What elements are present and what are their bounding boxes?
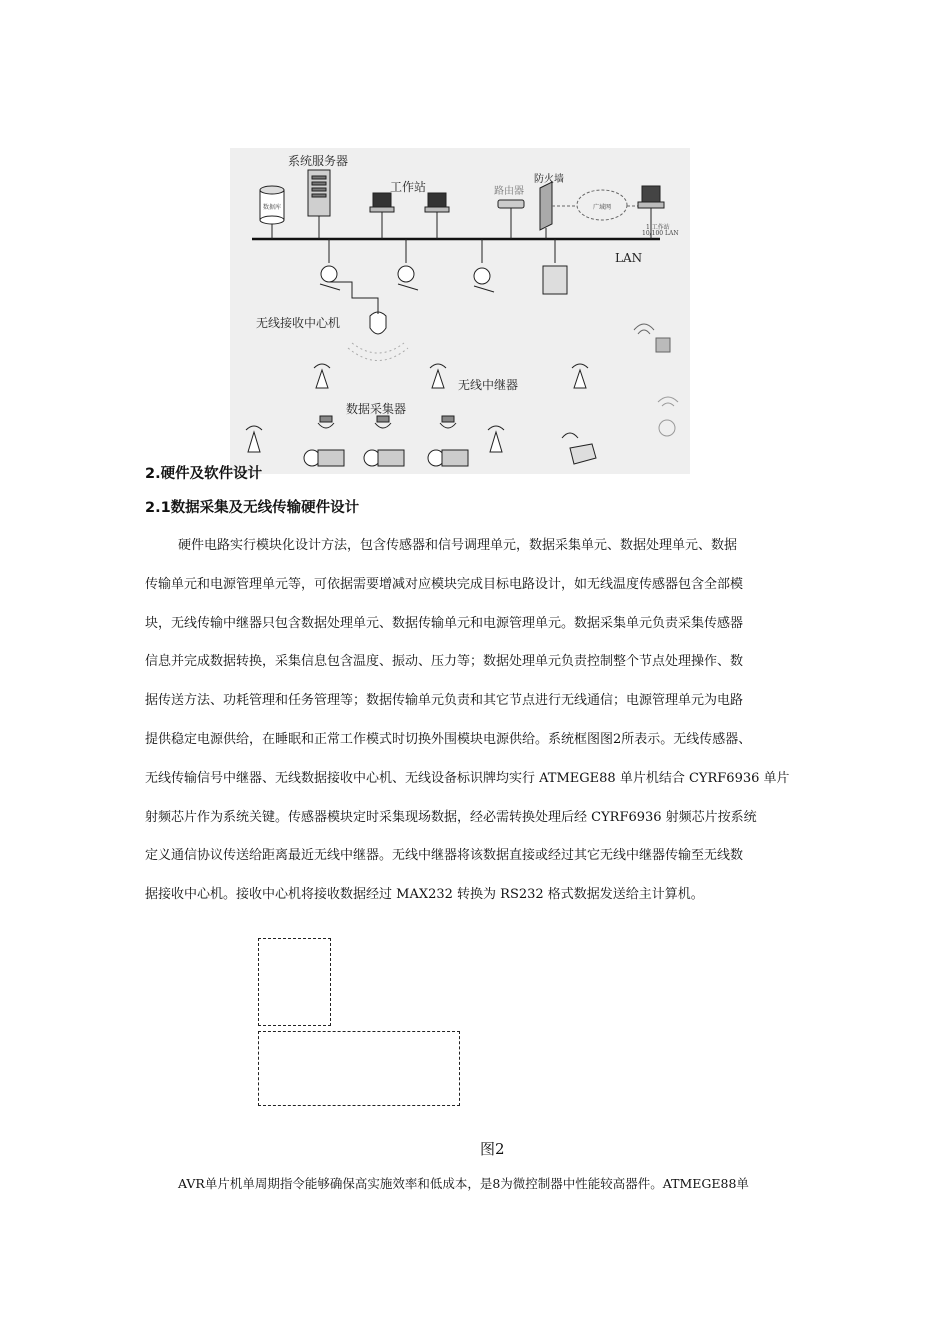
- receiver-label: 无线接收中心机: [256, 316, 341, 330]
- central-receiver-icon: [370, 303, 386, 334]
- figure2-caption: 图2: [480, 1140, 505, 1158]
- server-label: 系统服务器: [288, 154, 349, 168]
- repeater-antenna-4: [246, 426, 262, 452]
- firewall-icon: [540, 182, 552, 239]
- paragraph-line: 传输单元和电源管理单元等，可依据需要增减对应模块完成目标电路设计，如无线温度传感器包含全部模: [145, 576, 744, 592]
- workstation-label: 工作站: [390, 180, 427, 194]
- paragraph-line: 射频芯片作为系统关键。传感器模块定时采集现场数据，经必需转换处理后经 CYRF6936 射频芯片按系统: [145, 809, 757, 825]
- remote-lan-label: 10/100 LAN: [642, 230, 679, 237]
- section-2-heading: 2.硬件及软件设计: [145, 466, 263, 482]
- lan-receiver-2: [398, 239, 418, 290]
- database-label: 数据库: [263, 204, 282, 211]
- repeater-antenna-1: [314, 364, 330, 388]
- figure2-dashed-box-large: [258, 1031, 460, 1106]
- paragraph-line: 据接收中心机。接收中心机将接收数据经过 MAX232 转换为 RS232 格式数据发送给主计算机。: [145, 887, 704, 903]
- paragraph-line: 提供稳定电源供给，在睡眠和正常工作模式时切换外围模块电源供给。系统框图图2所表示。无线传感器、: [145, 731, 752, 747]
- paragraph-line: 硬件电路实行模块化设计方法，包含传感器和信号调理单元，数据采集单元、数据处理单元、数据: [178, 538, 738, 553]
- repeater-antenna-3: [572, 364, 588, 388]
- collector-label: 数据采集器: [346, 402, 407, 416]
- paragraph-line: 据传送方法、功耗管理和任务管理等；数据传输单元负责和其它节点进行无线通信；电源管理单元为电路: [145, 693, 744, 709]
- router-label: 路由器: [494, 186, 524, 197]
- collector-motor-1: [304, 416, 344, 466]
- workstation-icon-2: [425, 193, 449, 239]
- workstation-icon-1: [370, 193, 394, 239]
- repeater-antenna-5: [488, 426, 504, 452]
- cloud-label: 广域网: [593, 204, 612, 211]
- lan-label: LAN: [615, 251, 643, 265]
- right-sensor-device: [634, 324, 670, 352]
- router-icon: [498, 200, 524, 239]
- lan-receiver-3: [474, 239, 494, 292]
- collector-motor-2: [364, 416, 404, 466]
- paragraph-line: 信息并完成数据转换，采集信息包含温度、振动、压力等；数据处理单元负责控制整个节点处理操作、数: [145, 654, 744, 670]
- server-icon: [308, 170, 330, 239]
- lan-monitor: [543, 239, 567, 294]
- body-paragraph: [145, 527, 825, 915]
- collector-motor-3: [428, 416, 468, 466]
- section-2-1-heading: 2.1数据采集及无线传输硬件设计: [145, 500, 360, 516]
- figure2-dashed-box-small: [258, 938, 331, 1026]
- network-diagram-drawing: [230, 148, 690, 474]
- network-diagram-figure: [230, 148, 690, 474]
- wireless-tag-icon: [562, 433, 596, 464]
- right-signal-device: [658, 397, 678, 436]
- repeater-antenna-2: [430, 364, 446, 388]
- repeater-label: 无线中继器: [458, 378, 519, 392]
- firewall-label: 防火墙: [534, 174, 564, 185]
- paragraph-line: 定义通信协议传送给距离最近无线中继器。无线中继器将该数据直接或经过其它无线中继器传输至无线数: [145, 848, 744, 864]
- paragraph-line: 块，无线传输中继器只包含数据处理单元、数据传输单元和电源管理单元。数据采集单元负责采集传感器: [145, 615, 744, 631]
- paragraph-line: 无线传输信号中继器、无线数据接收中心机、无线设备标识牌均实行 ATMEGE88 单片机结合 CYRF6936 单片: [145, 770, 790, 786]
- remote-station-label: 1 工作站: [646, 224, 670, 231]
- lan-receiver-1: [320, 239, 378, 313]
- receiver-signal-arcs: [348, 343, 408, 361]
- trailing-text-line: AVR单片机单周期指令能够确保高实施效率和低成本，是8为微控制器中性能较高器件。ATMEGE88单: [178, 1176, 749, 1191]
- database-icon: [260, 186, 284, 239]
